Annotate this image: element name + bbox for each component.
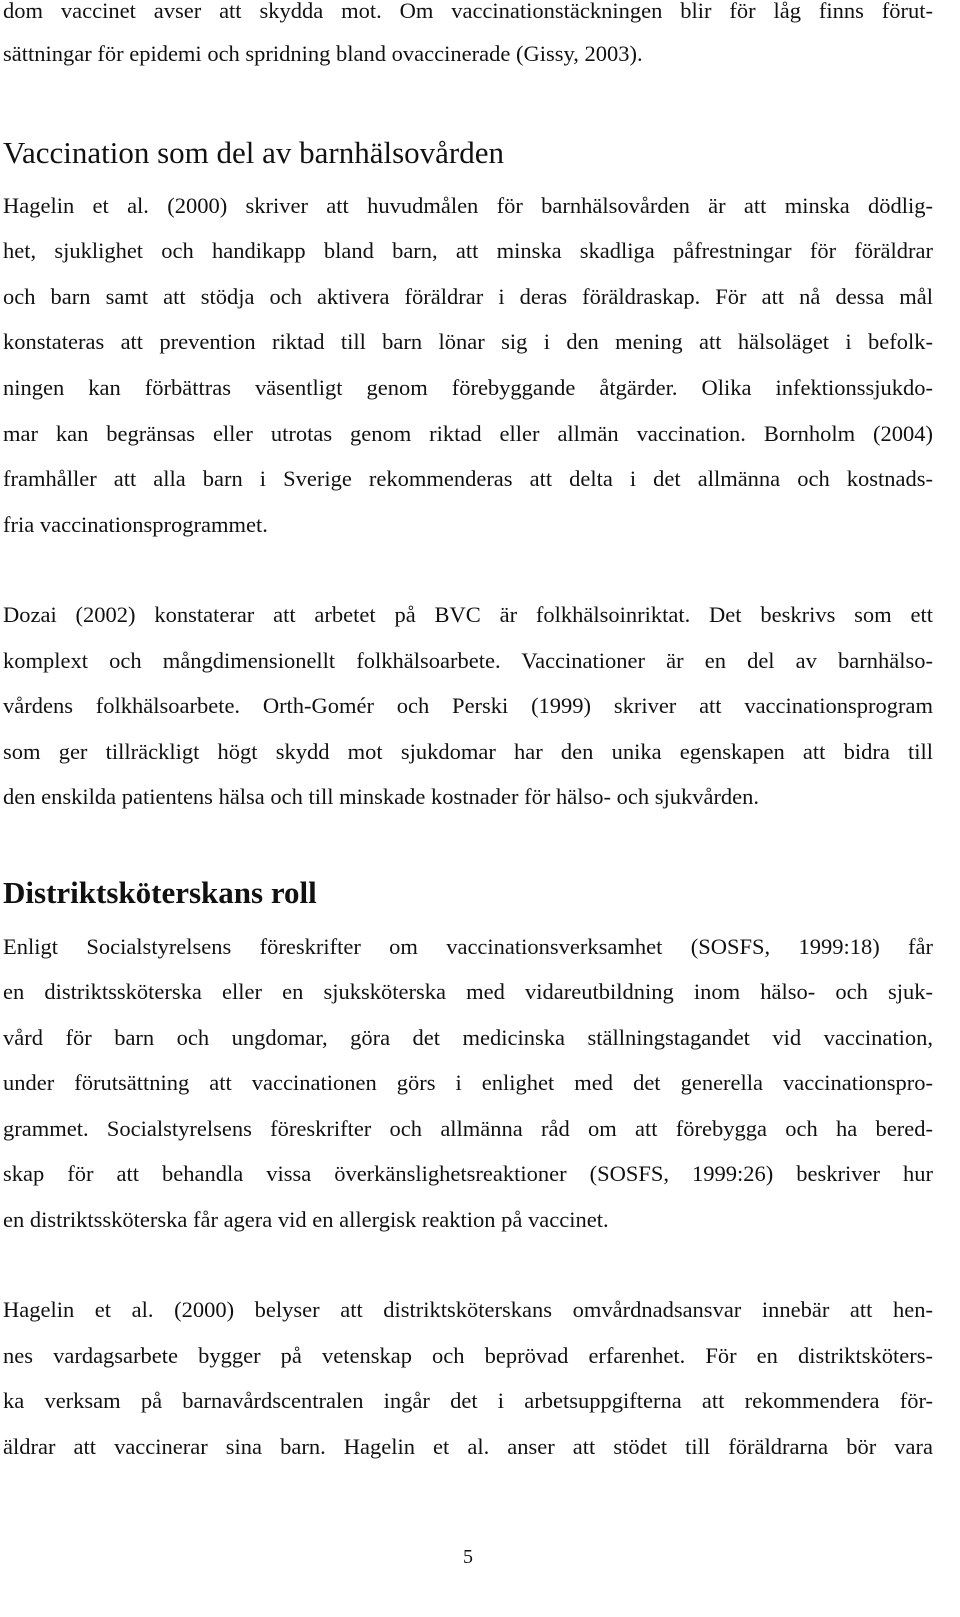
role-p1-line-2: en distriktssköterska eller en sjuksköterska med vidareutbildning inom hälso- och sjuk-	[3, 979, 933, 1004]
role-p1-line-6: skap för att behandla vissa överkänslighetsreaktioner (SOSFS, 1999:26) beskriver hur	[3, 1161, 933, 1186]
role-p1-line-3: vård för barn och ungdomar, göra det medicinska ställningstagandet vid vaccination,	[3, 1025, 933, 1050]
vaccination-p1-line-4: konstateras att prevention riktad till barn lönar sig i den mening att hälsoläget i befolk-	[3, 329, 933, 354]
vaccination-p2-line-4: som ger tillräckligt högt skydd mot sjukdomar har den unika egenskapen att bidra till	[3, 739, 933, 764]
role-p1-line-7: en distriktssköterska får agera vid en allergisk reaktion på vaccinet.	[3, 1207, 609, 1232]
vaccination-p1-line-2: het, sjuklighet och handikapp bland barn, att minska skadliga påfrestningar för föräldrar	[3, 238, 933, 263]
vaccination-p1-line-1: Hagelin et al. (2000) skriver att huvudmålen för barnhälsovården är att minska dödlig-	[3, 193, 933, 218]
role-p2-line-3: ka verksam på barnavårdscentralen ingår det i arbetsuppgifterna att rekommendera för-	[3, 1388, 933, 1413]
page-number: 5	[463, 1546, 473, 1568]
role-p2-line-4: äldrar att vaccinerar sina barn. Hagelin et al. anser att stödet till föräldrarna bör vara	[3, 1434, 933, 1459]
role-p2-line-2: nes vardagsarbete bygger på vetenskap och beprövad erfarenhet. För en distriktsköters-	[3, 1343, 933, 1368]
intro-line-2: sättningar för epidemi och spridning bland ovaccinerade (Gissy, 2003).	[3, 41, 643, 66]
vaccination-p1-line-5: ningen kan förbättras väsentligt genom förebyggande åtgärder. Olika infektionssjukdo-	[3, 375, 933, 400]
vaccination-p1-line-3: och barn samt att stödja och aktivera föräldrar i deras föräldraskap. För att nå dessa mål	[3, 284, 933, 309]
vaccination-p2-line-2: komplext och mångdimensionellt folkhälsoarbete. Vaccinationer är en del av barnhälso-	[3, 648, 933, 673]
role-p1-line-4: under förutsättning att vaccinationen görs i enlighet med det generella vaccinationspro-	[3, 1070, 933, 1095]
intro-line-1: dom vaccinet avser att skydda mot. Om vaccinationstäckningen blir för låg finns förut-	[3, 0, 933, 23]
section-heading-vaccination: Vaccination som del av barnhälsovården	[3, 135, 504, 170]
vaccination-p2-line-1: Dozai (2002) konstaterar att arbetet på BVC är folkhälsoinriktat. Det beskrivs som ett	[3, 602, 933, 627]
section-heading-role: Distriktsköterskans roll	[3, 875, 317, 910]
vaccination-p1-line-8: fria vaccinationsprogrammet.	[3, 512, 268, 537]
vaccination-p1-line-6: mar kan begränsas eller utrotas genom riktad eller allmän vaccination. Bornholm (2004)	[3, 421, 933, 446]
vaccination-p2-line-3: vårdens folkhälsoarbete. Orth-Gomér och Perski (1999) skriver att vaccinationsprogram	[3, 693, 933, 718]
vaccination-p1-line-7: framhåller att alla barn i Sverige rekommenderas att delta i det allmänna och kostnads-	[3, 466, 933, 491]
role-p1-line-1: Enligt Socialstyrelsens föreskrifter om vaccinationsverksamhet (SOSFS, 1999:18) får	[3, 934, 933, 959]
role-p2-line-1: Hagelin et al. (2000) belyser att distriktsköterskans omvårdnadsansvar innebär att hen-	[3, 1297, 933, 1322]
vaccination-p2-line-5: den enskilda patientens hälsa och till minskade kostnader för hälso- och sjukvården.	[3, 784, 760, 809]
role-p1-line-5: grammet. Socialstyrelsens föreskrifter och allmänna råd om att förebygga och ha bered-	[3, 1116, 933, 1141]
